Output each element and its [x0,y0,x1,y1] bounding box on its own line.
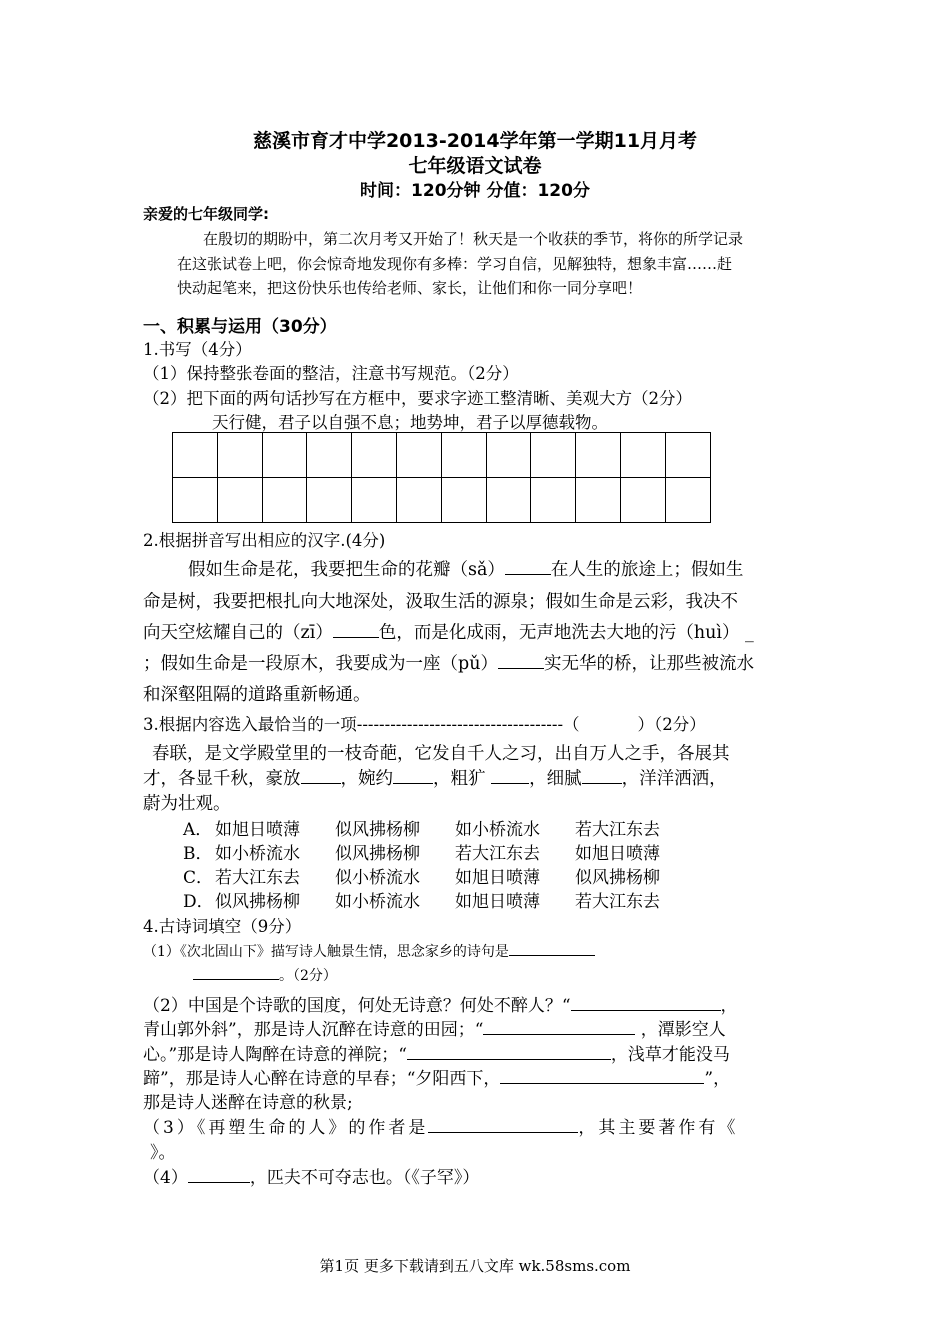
writing-grid[interactable] [172,432,711,523]
q4-part2: 那是诗人迷醉在诗意的秋景; [143,1093,353,1113]
answer-blank[interactable] [333,623,379,638]
answer-blank[interactable] [193,965,279,980]
greeting-salutation: 亲爱的七年级同学: [143,205,269,223]
q1-part2: （2）把下面的两句话抄写在方框中，要求字迹工整清晰、美观大方（2分） [143,389,692,408]
q3-passage: 春联，是文学殿堂里的一枝奇葩，它发自千人之习，出自万人之手，各展其 [152,744,730,764]
option-d[interactable]: D．似风拂杨柳 如小桥流水 如旭日喷薄 若大江东去 [183,892,660,912]
answer-blank[interactable] [500,1069,704,1084]
q3-passage: 才，各显千秋，豪放 ，婉约 ，粗犷 ，细腻 ，洋洋洒洒， [143,769,727,789]
answer-blank[interactable] [491,769,529,784]
q3-title: 3.根据内容选入最恰当的一项-------------------------------------（ ）（2分） [143,715,706,734]
answer-blank[interactable] [301,769,341,784]
answer-blank[interactable] [498,654,544,669]
grid-row [173,478,711,523]
q2-line: 假如生命是花，我要把生命的花瓣（sǎ） 在人生的旅途上；假如生 [188,560,744,580]
q4-part1-cont: 。（2分） [193,965,337,985]
answer-blank[interactable] [505,560,551,575]
answer-blank[interactable] [393,769,433,784]
q2-line: 和深壑阻隔的道路重新畅通。 [143,685,371,705]
q1-sentence: 天行健，君子以自强不息；地势坤，君子以厚德载物。 [212,413,608,432]
answer-blank[interactable] [582,769,622,784]
greeting-line: 快动起笔来，把这份快乐也传给老师、家长，让他们和你一同分享吧！ [177,279,643,297]
q3-passage: 蔚为壮观。 [143,794,231,814]
q4-part4: （4） ，匹夫不可夺志也。（《子罕》） [143,1168,480,1188]
q2-line: 向天空炫耀自己的（zī） 色，而是化成雨，无声地洗去大地的污（huì） _ [143,623,754,643]
q4-part2: 青山郭外斜”，那是诗人沉醉在诗意的田园；“ ，潭影空人 [143,1020,726,1040]
q4-part2: （2）中国是个诗歌的国度，何处无诗意？何处不醉人？“ ， [143,996,738,1016]
q4-title: 4.古诗词填空（9分） [143,917,302,936]
q4-part3: （3）《再塑生命的人》的作者是 ，其主要著作有《 [143,1118,739,1138]
q1-title: 1.书写（4分） [143,340,252,359]
option-c[interactable]: C． 若大江东去 似小桥流水 如旭日喷薄 似风拂杨柳 [183,868,660,888]
answer-blank[interactable] [571,996,721,1011]
answer-blank[interactable] [188,1168,250,1183]
answer-blank[interactable] [509,941,595,956]
q1-part1: （1）保持整张卷面的整洁，注意书写规范。（2分） [143,364,519,383]
q4-part3-cont: 》。 [150,1143,176,1163]
q2-line: ；假如生命是一段原木，我要成为一座（pǔ） 实无华的桥，让那些被流水 [143,654,754,674]
q4-part2: 蹄”，那是诗人心醉在诗意的早春；“夕阳西下， ”， [143,1069,731,1089]
answer-blank[interactable] [428,1118,578,1133]
section-heading: 一、积累与运用（30分） [143,317,337,337]
exam-subtitle: 七年级语文试卷 [408,155,542,177]
answer-blank[interactable] [483,1020,635,1035]
option-a[interactable]: A． 如旭日喷薄 似风拂杨柳 如小桥流水 若大江东去 [183,820,660,840]
q2-line: 命是树，我要把根扎向大地深处，汲取生活的源泉；假如生命是云彩，我决不 [143,592,738,612]
time-score: 时间：120分钟 分值：120分 [360,181,590,201]
greeting-line: 在殷切的期盼中，第二次月考又开始了！秋天是一个收获的季节，将你的所学记录 [203,230,744,248]
greeting-line: 在这张试卷上吧，你会惊奇地发现你有多棒：学习自信，见解独特，想象丰富……赶 [177,255,733,273]
q4-part2: 心。”那是诗人陶醉在诗意的禅院；“ ，浅草才能没马 [143,1045,730,1065]
q4-part1: （1）《次北固山下》描写诗人触景生情，思念家乡的诗句是 [143,941,595,961]
answer-blank[interactable] [407,1045,611,1060]
page-footer: 第1页 更多下载请到五八文库 wk.58sms.com [319,1257,631,1275]
exam-title: 慈溪市育才中学2013-2014学年第一学期11月月考 [252,130,698,152]
grid-row [173,433,711,478]
q2-title: 2.根据拼音写出相应的汉字.(4分) [143,531,386,550]
option-b[interactable]: B． 如小桥流水 似风拂杨柳 若大江东去 如旭日喷薄 [183,844,660,864]
